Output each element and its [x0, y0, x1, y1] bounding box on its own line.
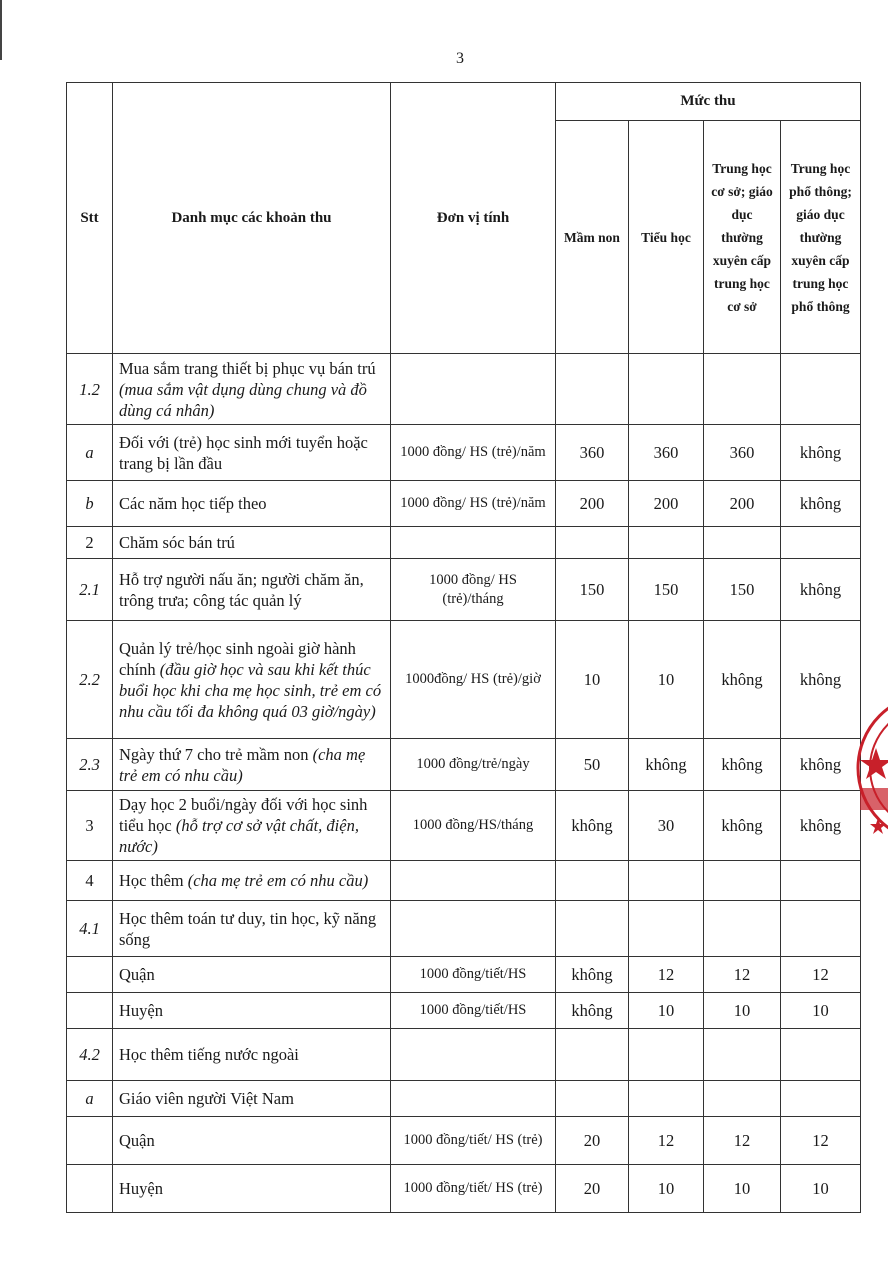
value-tieu-hoc: không — [629, 739, 704, 791]
row-unit — [391, 901, 556, 957]
value-mam-non: 10 — [556, 621, 629, 739]
value-thpt — [781, 901, 861, 957]
value-thpt: không — [781, 481, 861, 527]
row-stt: a — [67, 425, 113, 481]
row-unit: 1000đồng/ HS (trẻ)/giờ — [391, 621, 556, 739]
row-stt: 4.2 — [67, 1029, 113, 1081]
value-thcs: 10 — [704, 993, 781, 1029]
fee-table-body — [67, 354, 861, 1213]
row-category-text: Các năm học tiếp theo — [119, 494, 267, 513]
row-unit — [391, 861, 556, 901]
value-thpt: không — [781, 425, 861, 481]
row-category-note: (mua sắm vật dụng dùng chung và đồ dùng cá nhân) — [119, 379, 367, 420]
value-mam-non: không — [556, 993, 629, 1029]
row-category-text: Giáo viên người Việt Nam — [119, 1089, 294, 1108]
value-mam-non — [556, 861, 629, 901]
value-thcs — [704, 1029, 781, 1081]
value-thpt — [781, 354, 861, 425]
value-tieu-hoc: 200 — [629, 481, 704, 527]
row-category — [113, 1029, 391, 1081]
value-thpt: 12 — [781, 957, 861, 993]
value-mam-non — [556, 527, 629, 559]
value-thpt — [781, 1029, 861, 1081]
value-thcs: không — [704, 621, 781, 739]
table-row — [67, 1081, 861, 1117]
row-unit — [391, 1081, 556, 1117]
row-unit: 1000 đồng/ HS (trẻ)/năm — [391, 481, 556, 527]
table-row — [67, 354, 861, 425]
row-category-note: (hỗ trợ cơ sở vật chất, điện, nước) — [119, 816, 359, 856]
official-seal-fragment — [854, 688, 888, 848]
table-row — [67, 1165, 861, 1213]
value-mam-non: 200 — [556, 481, 629, 527]
value-tieu-hoc — [629, 1081, 704, 1117]
row-category — [113, 354, 391, 425]
value-thpt — [781, 861, 861, 901]
table-row — [67, 1117, 861, 1165]
row-category — [113, 1165, 391, 1213]
value-mam-non: 50 — [556, 739, 629, 791]
row-category — [113, 425, 391, 481]
value-tieu-hoc: 10 — [629, 1165, 704, 1213]
value-thcs — [704, 527, 781, 559]
header-thcs: Trung học cơ sở; giáo dục thường xuyên cấp trung học cơ sở — [704, 121, 781, 354]
row-unit: 1000 đồng/HS/tháng — [391, 791, 556, 861]
row-category-text: Hỗ trợ người nấu ăn; người chăm ăn, trông trưa; công tác quản lý — [119, 569, 364, 610]
value-thcs — [704, 901, 781, 957]
row-unit: 1000 đồng/ HS (trẻ)/năm — [391, 425, 556, 481]
header-stt: Stt — [67, 83, 113, 354]
row-category-note: (đầu giờ học và sau khi kết thúc buổi học khi cha mẹ học sinh, trẻ em có nhu cầu tối đa không quá 03 giờ/ngày) — [119, 659, 382, 721]
row-category — [113, 527, 391, 559]
value-thpt: 10 — [781, 993, 861, 1029]
value-thcs — [704, 861, 781, 901]
table-row — [67, 559, 861, 621]
row-category-note: (cha mẹ trẻ em có nhu cầu) — [119, 744, 366, 785]
table-row — [67, 993, 861, 1029]
table-row — [67, 861, 861, 901]
value-thcs: 12 — [704, 1117, 781, 1165]
row-stt: a — [67, 1081, 113, 1117]
header-unit: Đơn vị tính — [391, 83, 556, 354]
row-stt: 2.3 — [67, 739, 113, 791]
row-category-note: (cha mẹ trẻ em có nhu cầu) — [187, 871, 369, 890]
row-category-text: Dạy học 2 buổi/ngày đối với học sinh tiểu học — [119, 795, 368, 835]
row-stt: 3 — [67, 791, 113, 861]
table-row — [67, 1029, 861, 1081]
row-stt: 2 — [67, 527, 113, 559]
row-category — [113, 861, 391, 901]
value-thpt: 12 — [781, 1117, 861, 1165]
value-thpt — [781, 1081, 861, 1117]
row-category-text: Huyện — [119, 1001, 163, 1020]
fee-table — [66, 82, 861, 1213]
row-unit — [391, 354, 556, 425]
table-row — [67, 957, 861, 993]
value-tieu-hoc — [629, 354, 704, 425]
row-category — [113, 957, 391, 993]
value-tieu-hoc: 10 — [629, 993, 704, 1029]
row-category — [113, 739, 391, 791]
table-row — [67, 621, 861, 739]
row-category — [113, 621, 391, 739]
value-thcs: 150 — [704, 559, 781, 621]
value-thcs: không — [704, 739, 781, 791]
value-thpt: không — [781, 739, 861, 791]
header-tieu-hoc: Tiểu học — [629, 121, 704, 354]
value-thcs: 10 — [704, 1165, 781, 1213]
row-unit: 1000 đồng/trẻ/ngày — [391, 739, 556, 791]
row-unit — [391, 1029, 556, 1081]
header-category: Danh mục các khoản thu — [113, 83, 391, 354]
value-tieu-hoc — [629, 1029, 704, 1081]
value-mam-non: 360 — [556, 425, 629, 481]
value-tieu-hoc — [629, 861, 704, 901]
value-mam-non — [556, 901, 629, 957]
row-unit: 1000 đồng/ HS (trẻ)/tháng — [391, 559, 556, 621]
value-mam-non: 150 — [556, 559, 629, 621]
value-tieu-hoc: 150 — [629, 559, 704, 621]
value-mam-non: không — [556, 791, 629, 861]
value-thpt: không — [781, 791, 861, 861]
value-tieu-hoc: 30 — [629, 791, 704, 861]
row-category — [113, 1081, 391, 1117]
row-category-text: Chăm sóc bán trú — [119, 533, 235, 552]
value-thpt — [781, 527, 861, 559]
table-row — [67, 481, 861, 527]
value-mam-non: không — [556, 957, 629, 993]
table-row — [67, 791, 861, 861]
table-row — [67, 739, 861, 791]
value-mam-non: 20 — [556, 1117, 629, 1165]
row-category — [113, 559, 391, 621]
value-thpt: không — [781, 559, 861, 621]
row-category — [113, 791, 391, 861]
row-stt: 2.1 — [67, 559, 113, 621]
header-thpt: Trung học phổ thông; giáo dục thường xuyên cấp trung học phổ thông — [781, 121, 861, 354]
header-fee-level: Mức thu — [556, 83, 861, 121]
row-category-text: Quận — [119, 965, 155, 984]
value-thpt: không — [781, 621, 861, 739]
row-stt — [67, 993, 113, 1029]
value-thcs — [704, 1081, 781, 1117]
value-mam-non — [556, 354, 629, 425]
table-row — [67, 425, 861, 481]
table-row — [67, 901, 861, 957]
row-stt: 2.2 — [67, 621, 113, 739]
row-category — [113, 901, 391, 957]
row-category-text: Ngày thứ 7 cho trẻ mầm non — [119, 744, 309, 764]
value-mam-non — [556, 1029, 629, 1081]
value-tieu-hoc — [629, 901, 704, 957]
value-mam-non — [556, 1081, 629, 1117]
row-unit: 1000 đồng/tiết/HS — [391, 993, 556, 1029]
value-tieu-hoc: 10 — [629, 621, 704, 739]
row-stt: 4.1 — [67, 901, 113, 957]
value-thpt: 10 — [781, 1165, 861, 1213]
row-category-text: Quận — [119, 1131, 155, 1150]
row-unit: 1000 đồng/tiết/ HS (trẻ) — [391, 1117, 556, 1165]
value-thcs — [704, 354, 781, 425]
row-unit: 1000 đồng/tiết/ HS (trẻ) — [391, 1165, 556, 1213]
value-thcs: 12 — [704, 957, 781, 993]
row-category-text: Mua sắm trang thiết bị phục vụ bán trú — [119, 358, 376, 378]
row-category-text: Học thêm tiếng nước ngoài — [119, 1045, 299, 1064]
row-stt — [67, 1165, 113, 1213]
row-unit — [391, 527, 556, 559]
value-tieu-hoc — [629, 527, 704, 559]
table-row — [67, 527, 861, 559]
page-number: 3 — [456, 50, 464, 67]
value-thcs: không — [704, 791, 781, 861]
row-category — [113, 993, 391, 1029]
row-category — [113, 1117, 391, 1165]
row-category-text: Học thêm — [119, 871, 184, 890]
row-unit: 1000 đồng/tiết/HS — [391, 957, 556, 993]
row-stt: 1.2 — [67, 354, 113, 425]
row-category — [113, 481, 391, 527]
row-category-text: Học thêm toán tư duy, tin học, kỹ năng sống — [119, 908, 377, 949]
value-tieu-hoc: 12 — [629, 1117, 704, 1165]
value-thcs: 360 — [704, 425, 781, 481]
value-mam-non: 20 — [556, 1165, 629, 1213]
value-tieu-hoc: 360 — [629, 425, 704, 481]
row-stt: b — [67, 481, 113, 527]
row-category-text: Quản lý trẻ/học sinh ngoài giờ hành chính — [119, 638, 356, 679]
row-category-text: Huyện — [119, 1179, 163, 1198]
row-stt — [67, 957, 113, 993]
row-category-text: Đối với (trẻ) học sinh mới tuyển hoặc trang bị lần đầu — [119, 432, 368, 473]
header-mam-non: Mầm non — [556, 121, 629, 354]
row-stt — [67, 1117, 113, 1165]
value-tieu-hoc: 12 — [629, 957, 704, 993]
row-stt: 4 — [67, 861, 113, 901]
value-thcs: 200 — [704, 481, 781, 527]
